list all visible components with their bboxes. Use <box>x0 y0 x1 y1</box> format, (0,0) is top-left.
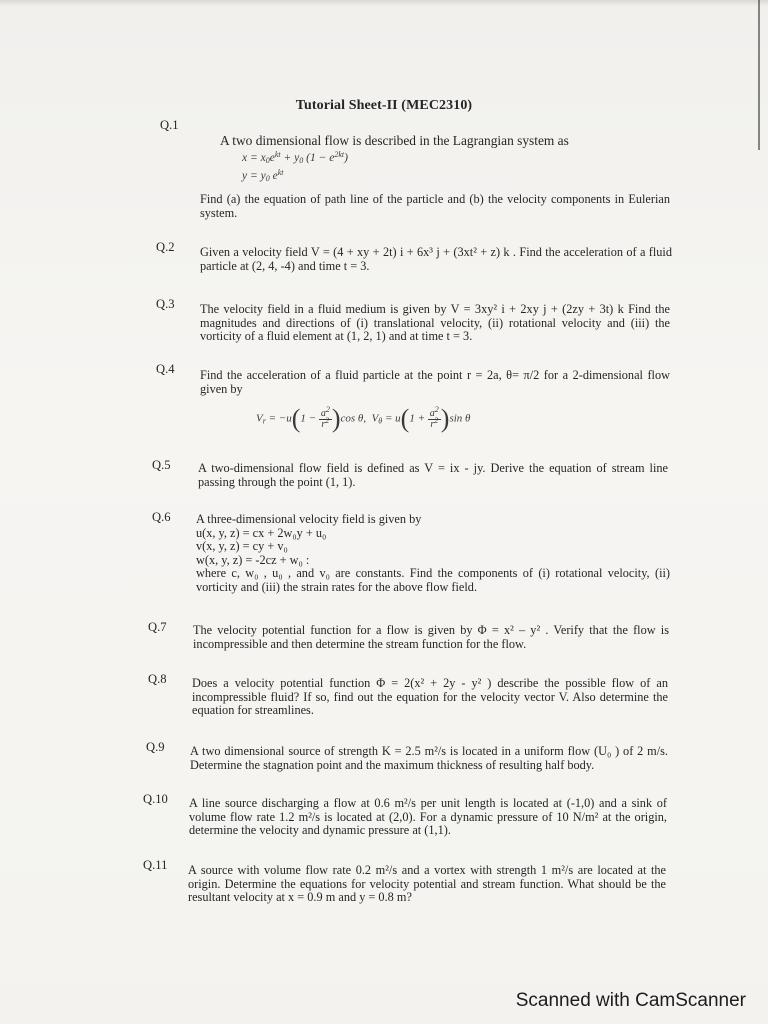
question-text: A two dimensional flow is described in the Lagrangian system as <box>220 133 569 148</box>
question-text: A two-dimensional flow field is defined as V = ix - jy. Derive the equation of stream line passing through the point (1, 1). <box>198 461 668 489</box>
question-text: A two dimensional source of strength K = 2.5 m²/s is located in a uniform flow (U₀ ) of 2 m/s. Determine the stagnation point and the maximum thickness of resulting half body. <box>190 744 668 772</box>
question-number: Q.1 <box>160 118 179 132</box>
q4-equation: $V_r = -u(1$ − $\frac{a^2}{r^2}$ )cos θ, $V_\theta = u(1$ + $\frac{a^2}{r^2}$ )sin θ <box>256 404 471 433</box>
question-text: The velocity potential function for a flow is given by Φ = x² – y² . Verify that the flow is incompressible and then determine the stream function for the flow. <box>193 623 669 651</box>
question-text: A line source discharging a flow at 0.6 m²/s per unit length is located at (-1,0) and a sink of volume flow rate 1.2 m²/s is located at (2,0). For a dynamic pressure of 10 N/m² at the origin, determine the velocity and dynamic pressure at (1,1). <box>189 796 667 838</box>
question-text: Find the acceleration of a fluid particle at the point r = 2a, θ= π/2 for a 2-dimensional flow given by <box>200 368 670 396</box>
question-text: Does a velocity potential function Φ = 2(x² + 2y - y² ) describe the possible flow of an incompressible fluid? If so, find out the equation for the velocity vector V. Also determine the equation for streamlines. <box>192 676 668 718</box>
q6-line-w: w(x, y, z) = -2cz + w₀ : <box>196 552 310 567</box>
q6-block <box>196 513 670 595</box>
question-text: A source with volume flow rate 0.2 m²/s and a vortex with strength 1 m²/s are located at the origin. Determine the equations for velocity potential and stream function. What should be the resultant velocity at x = 0.9 m and y = 0.8 m? <box>188 863 666 905</box>
question-number: Q.6 <box>152 510 171 524</box>
q6-line-u: u(x, y, z) = cx + 2w₀y + u₀ <box>196 525 327 540</box>
question-number: Q.8 <box>148 672 167 686</box>
question-number: Q.10 <box>143 792 168 806</box>
question-text: A three-dimensional velocity field is given by <box>196 512 422 526</box>
question-number: Q.11 <box>143 858 168 872</box>
question-number: Q.3 <box>156 297 175 311</box>
question-text: The velocity field in a fluid medium is given by V = 3xy² i + 2xy j + (2zy + 3t) k Find the magnitudes and directions of (i) translational velocity, (ii) rotational velocity and (iii) the vorticity of a fluid element at (1, 2, 1) and at time t = 3. <box>200 302 670 344</box>
page-top-shadow <box>0 0 768 6</box>
q6-line-v: v(x, y, z) = cy + v₀ <box>196 539 288 554</box>
q1-equation-y: $y = y_0$ $e^{kt}$ <box>242 168 284 183</box>
question-text: Given a velocity field V = (4 + xy + 2t) i + 6x³ j + (3xt² + z) k . Find the acceleration of a fluid particle at (2, 4, -4) and time t = 3. <box>200 245 672 273</box>
question-number: Q.4 <box>156 362 175 376</box>
question-number: Q.7 <box>148 620 167 634</box>
q1-equation-x: $x = x_0e^{kt} + y_0$ $(1 - e^{2kt})$ <box>242 150 348 165</box>
page-title: Tutorial Sheet-II (MEC2310) <box>295 98 473 113</box>
question-number: Q.5 <box>152 458 171 472</box>
page-edge <box>758 0 760 150</box>
q1-find-text: Find (a) the equation of path line of the particle and (b) the velocity components in Eulerian system. <box>200 192 670 220</box>
q6-where-text: where c, w₀ , u₀ , and v₀ are constants. Find the components of (i) rotational velocity, (ii) vorticity and (iii) the strain rates for the above flow field. <box>196 566 670 594</box>
scanner-watermark: Scanned with CamScanner <box>515 990 746 1011</box>
question-number: Q.9 <box>146 740 165 754</box>
question-number: Q.2 <box>156 240 175 254</box>
